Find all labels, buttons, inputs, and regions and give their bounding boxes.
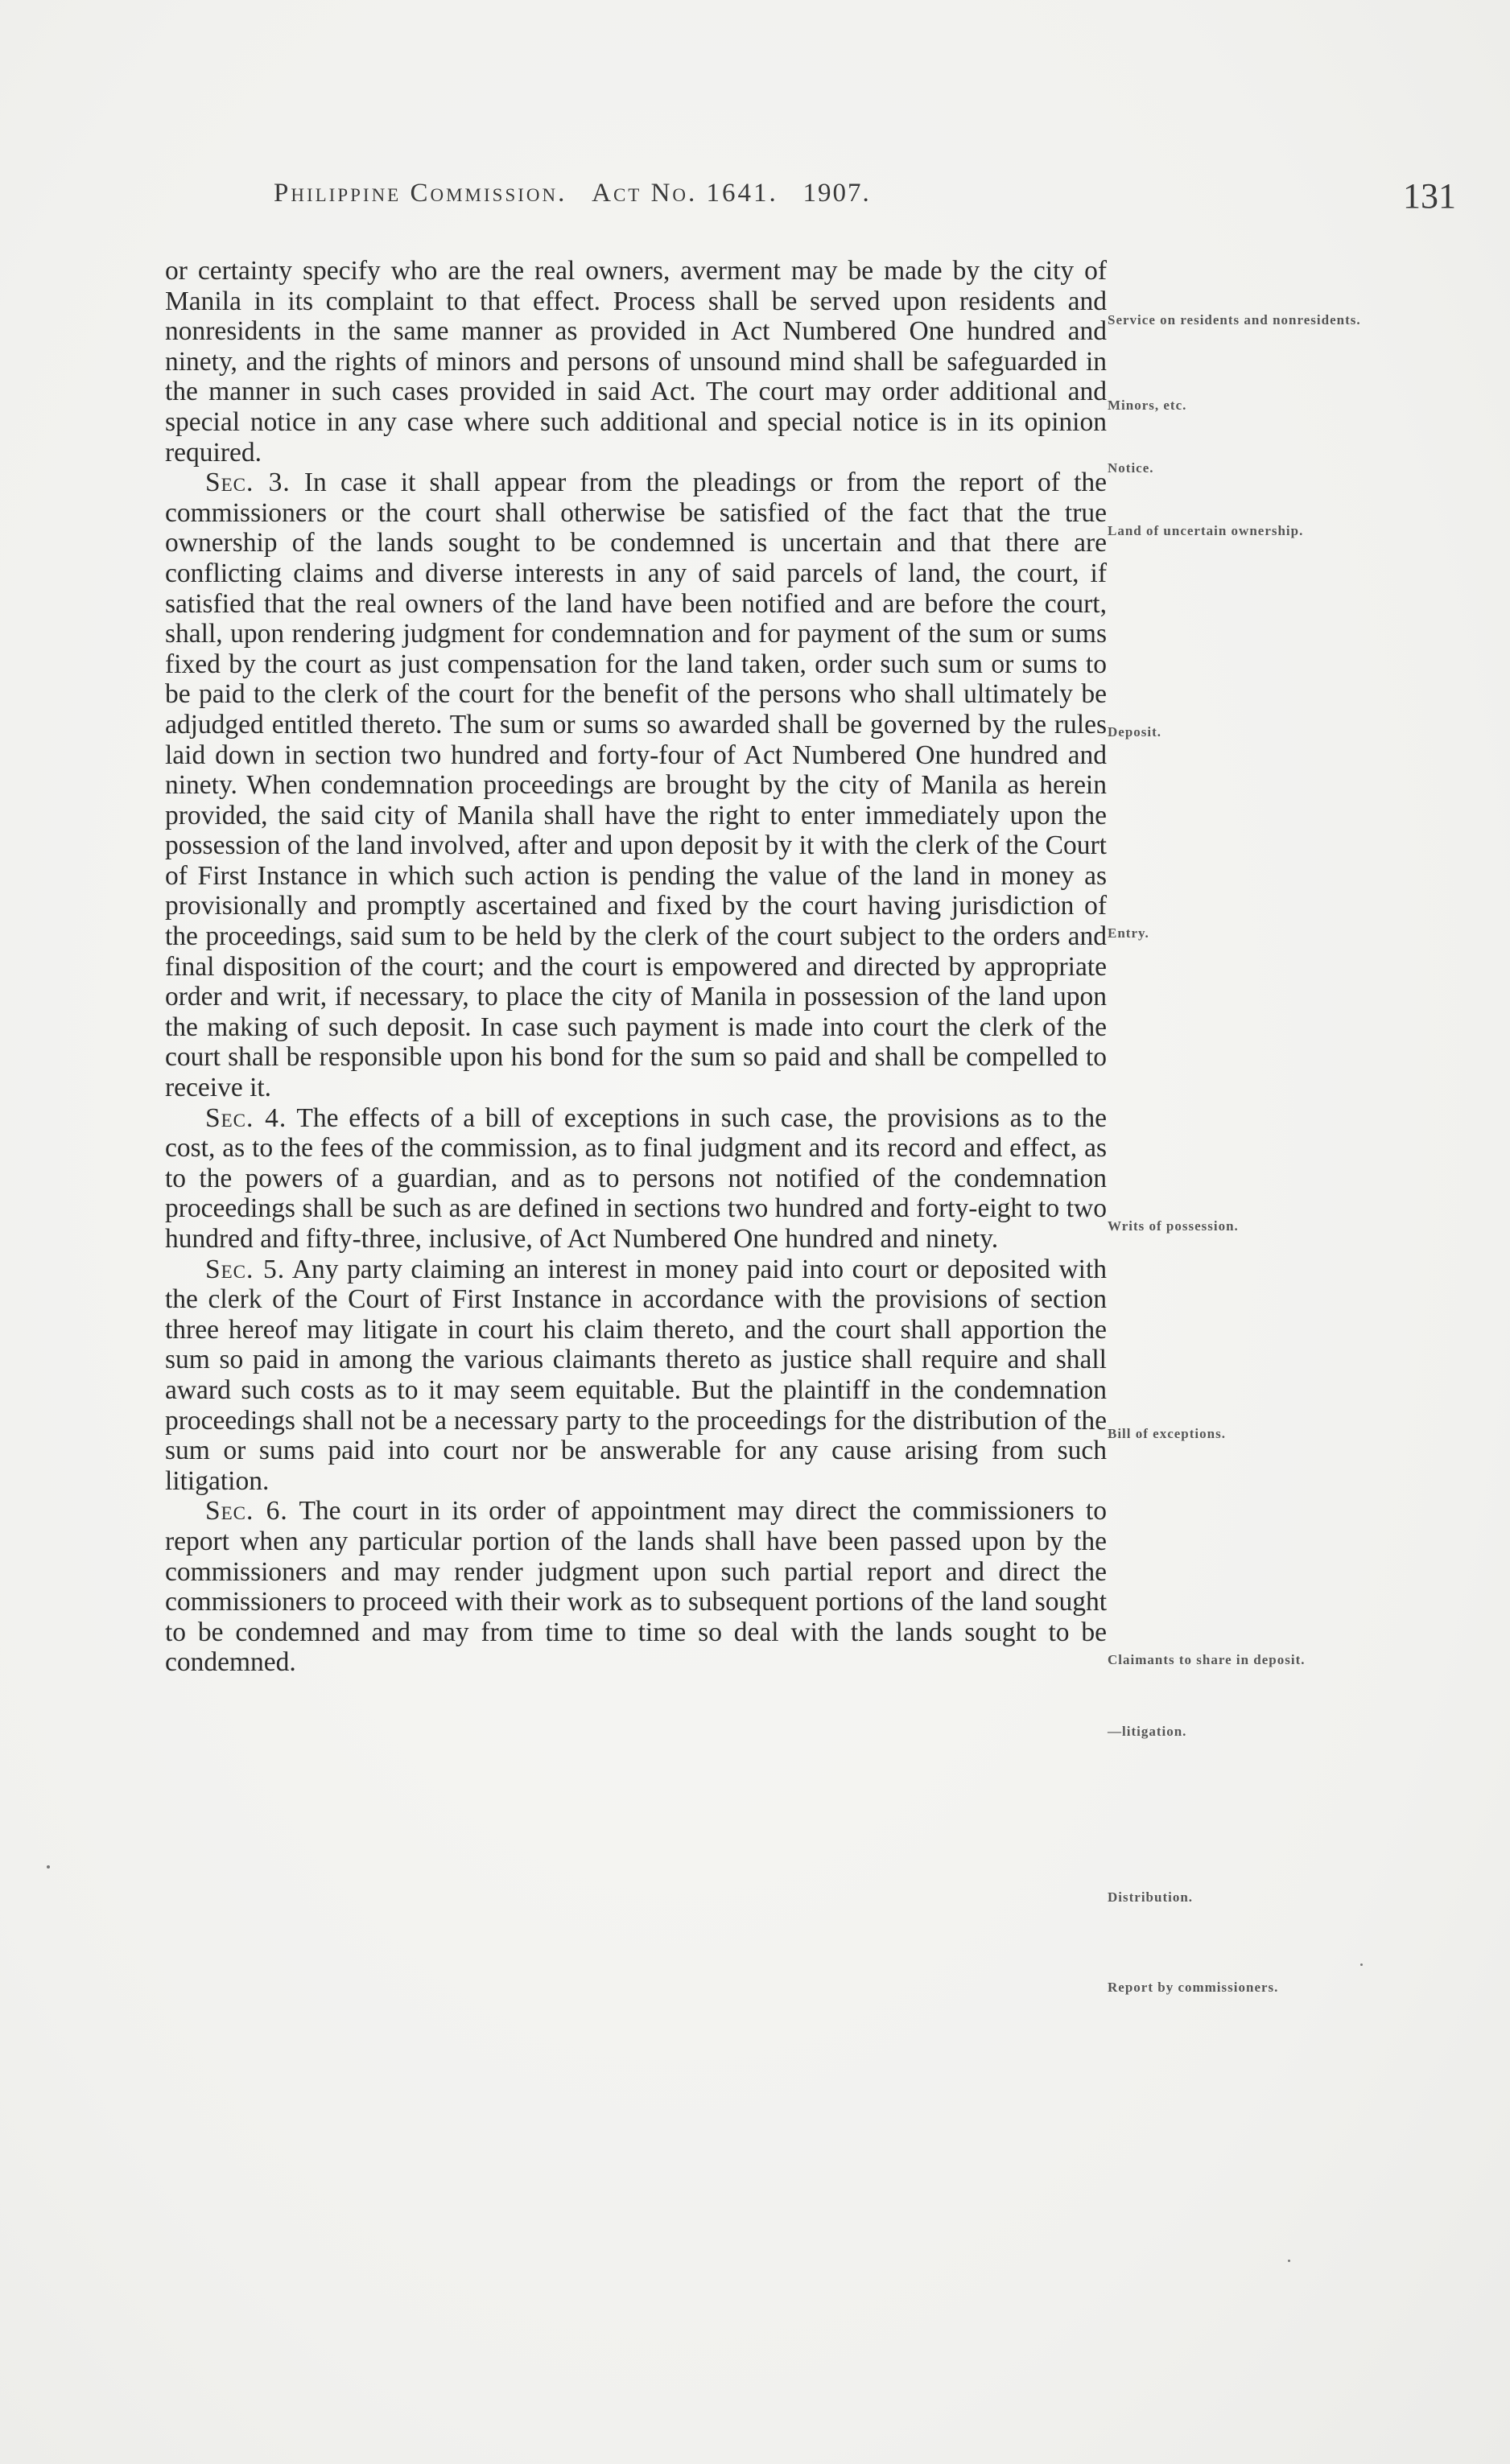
margin-note-deposit: Deposit. bbox=[1108, 724, 1162, 740]
section-3-label: Sec. 3. bbox=[205, 468, 291, 498]
margin-note-distribution: Distribution. bbox=[1108, 1889, 1194, 1905]
margin-note-entry: Entry. bbox=[1108, 925, 1149, 941]
margin-note-writs: Writs of possession. bbox=[1108, 1218, 1239, 1234]
section-4 bbox=[165, 1103, 1107, 1255]
section-4-text: The effects of a bill of exceptions in such case, the provisions as to the cost, as to the fees of the commission, as to final judgment and its record and effect, as to the powers of a guardian, and as to persons not notified of the condemnation proceedings shall be such as are defined in sections two hundred and forty-eight to two hundred and fifty-three, inclusive, of Act Numbered One hundred and ninety. bbox=[165, 1102, 1107, 1254]
margin-note-notice: Notice. bbox=[1108, 460, 1154, 476]
section-6-label: Sec. 6. bbox=[205, 1496, 288, 1527]
paragraph-continuation: or certainty specify who are the real owners, averment may be made by the city of Manila in its complaint to that effect. Process shall be served upon residents and nonresidents in the same manner as provided in Act Numbered One hundred and ninety, and the rights of minors and persons of unsound mind shall be safeguarded in the manner in such cases provided in said Act. The court may order additional and special notice in any case where such additional and special notice is in its opinion required. bbox=[165, 256, 1107, 468]
section-6-text: The court in its order of appointment may direct the commissioners to report when any particular portion of the lands shall have been passed upon by the commissioners and may render judgment upon such partial report and direct the commissioners to proceed with their work as to subsequent portions of the land sought to be condemned and may from time to time so deal with the lands sought to be condemned. bbox=[165, 1496, 1107, 1678]
margin-note-claimants: Claimants to share in deposit. bbox=[1108, 1652, 1306, 1667]
scan-speck bbox=[47, 1865, 50, 1869]
section-3-text: In case it shall appear from the pleadings or from the report of the commissioners or the court shall otherwise be satisfied of the fact that the true ownership of the lands sought to be condemned is uncertain and that there are conflicting claims and diverse interests in any of said parcels of land, the court, if satisfied that the real owners of the land have been notified and are before the court, shall, upon rendering judgment for condemnation and for payment of the sum or sums fixed by the court as just compensation for the land taken, order such sum or sums to be paid to the clerk of the court for the benefit of the persons who shall ultimately be adjudged entitled thereto. The sum or sums so awarded shall be governed by the rules laid down in section two hundred and forty-four of Act Numbered One hundred and ninety. When condemnation proceedings are brought by the city of Manila as herein provided, the said city of Manila shall have the right to enter immediately upon the possession of the land involved, after and upon deposit by it with the clerk of the Court of First Instance in which such action is pending the value of the land in money as provisionally and promptly ascertained and fixed by the court having jurisdiction of the proceedings, said sum to be held by the clerk of the court subject to the orders and final disposition of the court; and the court is empowered and directed by appropriate order and writ, if necessary, to place the city of Manila in possession of the land upon the making of such deposit. In case such payment is made into court the clerk of the court shall be responsible upon his bond for the sum so paid and shall be compelled to receive it. bbox=[165, 468, 1107, 1103]
margin-note-bill: Bill of exceptions. bbox=[1108, 1426, 1226, 1441]
running-head-act: Act No. 1641. bbox=[592, 179, 778, 208]
section-5-label: Sec. 5. bbox=[205, 1254, 286, 1284]
section-6 bbox=[165, 1496, 1107, 1678]
margin-note-land: Land of uncertain ownership. bbox=[1108, 523, 1304, 538]
page-number: 131 bbox=[1403, 176, 1456, 216]
running-head bbox=[274, 179, 1079, 208]
running-head-year: 1907. bbox=[802, 179, 871, 208]
section-5-text: Any party claiming an interest in money paid into court or deposited with the clerk of the Court of First Instance in accordance with the provisions of section three hereof may litigate in court his claim thereto, and the court shall apportion the sum so paid in among the various claimants thereto as justice shall require and shall award such costs as to it may seem equitable. But the plaintiff in the condemnation proceedings shall not be a necessary party to the proceedings for the distribution of the sum or sums paid into court nor be answerable for any cause arising from such litigation. bbox=[165, 1254, 1107, 1496]
margin-note-litigation: —litigation. bbox=[1108, 1724, 1187, 1739]
body-text bbox=[165, 256, 1107, 1678]
margin-note-service: Service on residents and nonresidents. bbox=[1108, 312, 1361, 328]
margin-note-report: Report by commissioners. bbox=[1108, 1980, 1279, 1995]
scan-speck bbox=[1288, 2260, 1290, 2262]
section-3 bbox=[165, 468, 1107, 1102]
section-5 bbox=[165, 1255, 1107, 1497]
section-4-label: Sec. 4. bbox=[205, 1102, 287, 1133]
margin-note-minors: Minors, etc. bbox=[1108, 398, 1187, 413]
running-head-title: Philippine Commission. bbox=[274, 179, 567, 208]
scan-speck bbox=[1360, 1963, 1363, 1966]
